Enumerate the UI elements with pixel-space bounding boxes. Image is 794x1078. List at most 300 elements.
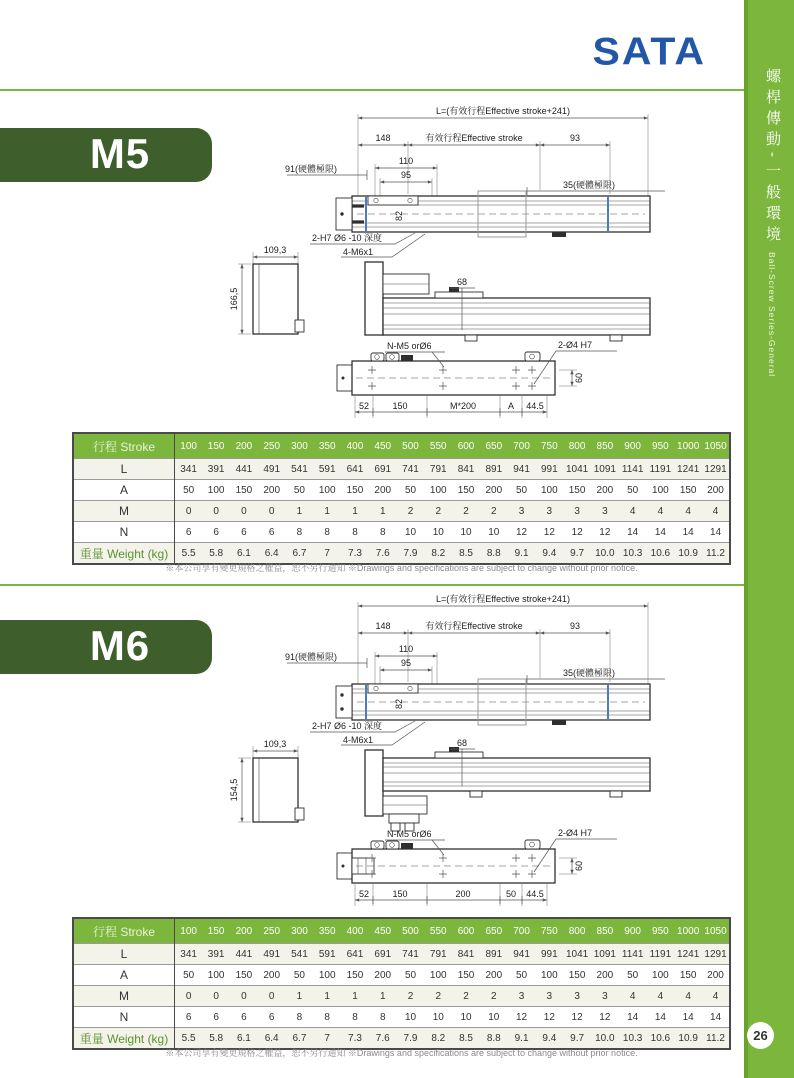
dim-label: 110	[398, 644, 414, 654]
spec-value: 150	[230, 480, 258, 501]
spec-value: 14	[702, 1007, 730, 1028]
spec-value: 1	[313, 501, 341, 522]
spec-value: 4	[702, 986, 730, 1007]
spec-value: 1241	[674, 459, 702, 480]
dim-label: 50	[505, 889, 517, 899]
spec-value: 1	[341, 501, 369, 522]
spec-value: 200	[591, 480, 619, 501]
stroke-column-header: 200	[230, 433, 258, 459]
spec-value: 591	[313, 459, 341, 480]
dim-label: 95	[400, 658, 412, 668]
spec-value: 3	[591, 501, 619, 522]
sidebar-accent-strip	[744, 0, 748, 1078]
spec-value: 200	[258, 965, 286, 986]
spec-value: 691	[369, 944, 397, 965]
hole-note: 2-H7 Ø6 -10 深度	[312, 233, 383, 243]
table-row	[73, 986, 730, 1007]
spec-value: 14	[619, 1007, 647, 1028]
spec-value: 3	[508, 986, 536, 1007]
row-label: M	[73, 501, 175, 522]
spec-value: 150	[452, 965, 480, 986]
spec-value: 8	[286, 1007, 314, 1028]
spec-value: 11.2	[702, 543, 730, 565]
m5-dimension-drawing	[225, 98, 740, 432]
spec-value: 491	[258, 459, 286, 480]
m6-end-view	[229, 739, 304, 822]
spec-value: 0	[230, 986, 258, 1007]
spec-value: 6	[202, 1007, 230, 1028]
dim-label: 110	[398, 156, 414, 166]
spec-value: 150	[341, 965, 369, 986]
spec-value: 1	[341, 986, 369, 1007]
spec-value: 10	[480, 522, 508, 543]
dim-label: M*200	[449, 401, 477, 411]
spec-value: 0	[258, 986, 286, 1007]
spec-value: 100	[535, 965, 563, 986]
spec-value: 4	[647, 986, 675, 1007]
spec-value: 50	[508, 480, 536, 501]
spec-value: 9.7	[563, 1028, 591, 1050]
stroke-column-header: 850	[591, 918, 619, 944]
spec-value: 10.3	[619, 1028, 647, 1050]
screw-note: N-M5 orØ6	[387, 341, 432, 351]
dim-label: 166,5	[229, 287, 239, 311]
spec-value: 50	[397, 965, 425, 986]
spec-value: 2	[397, 986, 425, 1007]
spec-value: 11.2	[702, 1028, 730, 1050]
spec-value: 2	[480, 986, 508, 1007]
m6-dimension-drawing	[225, 586, 740, 920]
spec-value: 441	[230, 944, 258, 965]
spec-value: 12	[535, 1007, 563, 1028]
spec-value: 8.2	[424, 543, 452, 565]
spec-value: 12	[508, 522, 536, 543]
stroke-column-header: 1050	[702, 918, 730, 944]
spec-value: 50	[619, 480, 647, 501]
spec-value: 991	[535, 944, 563, 965]
m5-end-view	[229, 245, 304, 334]
stroke-column-header: 650	[480, 433, 508, 459]
spec-value: 100	[313, 480, 341, 501]
stroke-column-header: 100	[175, 433, 203, 459]
spec-value: 991	[535, 459, 563, 480]
stroke-column-header: 850	[591, 433, 619, 459]
dim-label: 200	[455, 889, 471, 899]
spec-value: 3	[563, 986, 591, 1007]
spec-value: 150	[563, 965, 591, 986]
spec-value: 10.0	[591, 543, 619, 565]
spec-value: 1	[313, 986, 341, 1007]
m6-spec-table	[72, 917, 731, 1050]
spec-value: 741	[397, 944, 425, 965]
spec-value: 391	[202, 459, 230, 480]
disclaimer-m5: ※本公司享有變更規格之權益，恕不另行通知 ※Drawings and specifications are subject to change without prior notice.	[165, 563, 638, 573]
m5-side-view	[365, 262, 650, 341]
spec-value: 4	[674, 986, 702, 1007]
row-label: 重量 Weight (kg)	[73, 1028, 175, 1050]
spec-value: 10	[424, 522, 452, 543]
sidebar	[744, 0, 794, 1078]
spec-value: 1	[286, 986, 314, 1007]
spec-value: 2	[397, 501, 425, 522]
m5-top-view	[285, 105, 665, 257]
spec-value: 1291	[702, 459, 730, 480]
spec-value: 441	[230, 459, 258, 480]
stroke-column-header: 250	[258, 433, 286, 459]
spec-value: 941	[508, 944, 536, 965]
spec-value: 8	[313, 522, 341, 543]
spec-value: 10.9	[674, 543, 702, 565]
dim-label: 有效行程Effective stroke	[425, 133, 523, 143]
spec-value: 5.8	[202, 543, 230, 565]
spec-value: 7.6	[369, 543, 397, 565]
table-row	[73, 1007, 730, 1028]
table-row	[73, 522, 730, 543]
page-number-badge: 26	[747, 1022, 774, 1049]
spec-value: 6.4	[258, 543, 286, 565]
spec-value: 14	[674, 1007, 702, 1028]
spec-value: 1191	[647, 944, 675, 965]
spec-value: 50	[286, 480, 314, 501]
spec-value: 1	[369, 986, 397, 1007]
spec-value: 100	[313, 965, 341, 986]
spec-value: 200	[591, 965, 619, 986]
dim-label: L=(有效行程Effective stroke+241)	[436, 106, 570, 116]
spec-value: 50	[508, 965, 536, 986]
spec-value: 3	[535, 501, 563, 522]
spec-value: 4	[619, 986, 647, 1007]
spec-value: 1	[286, 501, 314, 522]
spec-value: 100	[535, 480, 563, 501]
stroke-column-header: 800	[563, 918, 591, 944]
spec-value: 641	[341, 944, 369, 965]
stroke-column-header: 600	[452, 918, 480, 944]
spec-value: 741	[397, 459, 425, 480]
spec-value: 0	[175, 501, 203, 522]
stroke-column-header: 100	[175, 918, 203, 944]
spec-value: 9.7	[563, 543, 591, 565]
spec-value: 6	[175, 522, 203, 543]
spec-value: 12	[591, 522, 619, 543]
spec-value: 150	[674, 965, 702, 986]
spec-value: 791	[424, 944, 452, 965]
dim-label: 有效行程Effective stroke	[425, 621, 523, 631]
spec-value: 391	[202, 944, 230, 965]
spec-value: 6.7	[286, 543, 314, 565]
sidebar-title-en: Ball-Screw Series-General	[767, 252, 777, 378]
thread-note: 4-M6x1	[343, 735, 374, 745]
screw-note: N-M5 orØ6	[387, 829, 432, 839]
spec-value: 150	[674, 480, 702, 501]
row-label: L	[73, 459, 175, 480]
spec-value: 9.1	[508, 1028, 536, 1050]
spec-value: 7.6	[369, 1028, 397, 1050]
dim-label: A	[507, 401, 515, 411]
stroke-header: 行程 Stroke	[73, 433, 175, 459]
stroke-column-header: 650	[480, 918, 508, 944]
dim-label: 35(硬體極限)	[563, 668, 616, 678]
spec-value: 0	[258, 501, 286, 522]
spec-value: 100	[424, 480, 452, 501]
spec-value: 7.3	[341, 1028, 369, 1050]
stroke-column-header: 800	[563, 433, 591, 459]
spec-value: 8	[369, 1007, 397, 1028]
dim-label: 148	[375, 621, 391, 631]
spec-value: 50	[619, 965, 647, 986]
spec-value: 2	[480, 501, 508, 522]
spec-value: 3	[508, 501, 536, 522]
spec-value: 12	[563, 1007, 591, 1028]
stroke-column-header: 300	[286, 433, 314, 459]
spec-value: 5.5	[175, 1028, 203, 1050]
stroke-column-header: 550	[424, 433, 452, 459]
m5-bottom-view	[337, 340, 617, 418]
stroke-column-header: 150	[202, 918, 230, 944]
spec-value: 1041	[563, 944, 591, 965]
spec-value: 541	[286, 944, 314, 965]
spec-value: 150	[230, 965, 258, 986]
spec-value: 0	[175, 986, 203, 1007]
row-label: N	[73, 522, 175, 543]
spec-value: 7.9	[397, 543, 425, 565]
spec-value: 891	[480, 459, 508, 480]
stroke-column-header: 150	[202, 433, 230, 459]
spec-value: 5.8	[202, 1028, 230, 1050]
table-row	[73, 944, 730, 965]
stroke-column-header: 700	[508, 918, 536, 944]
stroke-column-header: 400	[341, 433, 369, 459]
spec-value: 150	[341, 480, 369, 501]
spec-value: 791	[424, 459, 452, 480]
spec-value: 14	[647, 522, 675, 543]
spec-value: 9.4	[535, 543, 563, 565]
spec-value: 6.1	[230, 1028, 258, 1050]
dim-label: 82	[394, 210, 404, 222]
spec-value: 4	[702, 501, 730, 522]
stroke-column-header: 700	[508, 433, 536, 459]
spec-value: 1141	[619, 459, 647, 480]
m6-bottom-view	[337, 828, 617, 906]
spec-value: 1041	[563, 459, 591, 480]
dim-label: 60	[574, 860, 584, 872]
stroke-header: 行程 Stroke	[73, 918, 175, 944]
dim-label: 82	[394, 698, 404, 710]
hole-note: 2-H7 Ø6 -10 深度	[312, 721, 383, 731]
dim-label: 35(硬體極限)	[563, 180, 616, 190]
spec-value: 12	[591, 1007, 619, 1028]
stroke-column-header: 950	[647, 433, 675, 459]
spec-value: 1191	[647, 459, 675, 480]
spec-value: 200	[369, 965, 397, 986]
stroke-column-header: 400	[341, 918, 369, 944]
table-row	[73, 965, 730, 986]
spec-value: 100	[647, 965, 675, 986]
spec-value: 541	[286, 459, 314, 480]
spec-value: 341	[175, 944, 203, 965]
spec-value: 8	[286, 522, 314, 543]
dim-label: 91(硬體極限)	[284, 652, 337, 662]
dim-label: 52	[358, 401, 370, 411]
spec-value: 200	[258, 480, 286, 501]
m6-top-view	[285, 593, 665, 745]
spec-value: 200	[480, 965, 508, 986]
spec-value: 3	[591, 986, 619, 1007]
stroke-column-header: 300	[286, 918, 314, 944]
stroke-column-header: 950	[647, 918, 675, 944]
spec-value: 8	[369, 522, 397, 543]
spec-value: 200	[702, 965, 730, 986]
spec-value: 341	[175, 459, 203, 480]
spec-value: 6	[202, 522, 230, 543]
spec-value: 8.8	[480, 1028, 508, 1050]
table-row	[73, 501, 730, 522]
spec-value: 10	[452, 1007, 480, 1028]
spec-value: 7	[313, 543, 341, 565]
thread-note: 4-M6x1	[343, 247, 374, 257]
spec-value: 200	[369, 480, 397, 501]
row-label: L	[73, 944, 175, 965]
spec-value: 6	[258, 522, 286, 543]
stroke-column-header: 900	[619, 918, 647, 944]
spec-value: 10.6	[647, 1028, 675, 1050]
dim-label: 150	[392, 889, 408, 899]
stroke-column-header: 350	[313, 433, 341, 459]
spec-value: 200	[702, 480, 730, 501]
spec-value: 14	[674, 522, 702, 543]
spec-value: 8	[341, 1007, 369, 1028]
stroke-column-header: 750	[535, 433, 563, 459]
dim-label: 91(硬體極限)	[284, 164, 337, 174]
spec-value: 10	[480, 1007, 508, 1028]
dim-label: 109,3	[263, 245, 287, 255]
spec-value: 6	[230, 522, 258, 543]
m5-spec-table	[72, 432, 731, 565]
spec-value: 150	[452, 480, 480, 501]
spec-value: 10	[424, 1007, 452, 1028]
stroke-column-header: 1050	[702, 433, 730, 459]
spec-value: 10	[452, 522, 480, 543]
stroke-column-header: 550	[424, 918, 452, 944]
dim-label: 150	[392, 401, 408, 411]
row-label: N	[73, 1007, 175, 1028]
stroke-column-header: 450	[369, 918, 397, 944]
spec-value: 841	[452, 459, 480, 480]
spec-value: 200	[480, 480, 508, 501]
spec-value: 7	[313, 1028, 341, 1050]
spec-value: 6.7	[286, 1028, 314, 1050]
stroke-column-header: 500	[397, 918, 425, 944]
sata-logo: SATA	[592, 28, 706, 74]
spec-value: 1091	[591, 944, 619, 965]
spec-value: 50	[397, 480, 425, 501]
spec-value: 941	[508, 459, 536, 480]
dim-label: 154,5	[229, 778, 239, 802]
table-row	[73, 480, 730, 501]
stroke-column-header: 500	[397, 433, 425, 459]
spec-value: 10	[397, 522, 425, 543]
spec-value: 12	[563, 522, 591, 543]
spec-value: 8.8	[480, 543, 508, 565]
spec-value: 3	[535, 986, 563, 1007]
spec-value: 50	[175, 965, 203, 986]
spec-value: 8	[341, 522, 369, 543]
spec-value: 6	[230, 1007, 258, 1028]
spec-value: 8.5	[452, 1028, 480, 1050]
pin-note: 2-Ø4 H7	[558, 828, 593, 838]
stroke-column-header: 350	[313, 918, 341, 944]
spec-value: 10.6	[647, 543, 675, 565]
dim-label: 44.5	[526, 889, 544, 899]
spec-value: 491	[258, 944, 286, 965]
spec-value: 9.4	[535, 1028, 563, 1050]
dim-label: 109,3	[263, 739, 287, 749]
spec-value: 10.9	[674, 1028, 702, 1050]
row-label: 重量 Weight (kg)	[73, 543, 175, 565]
spec-value: 7.3	[341, 543, 369, 565]
spec-value: 9.1	[508, 543, 536, 565]
stroke-column-header: 250	[258, 918, 286, 944]
spec-value: 0	[230, 501, 258, 522]
spec-value: 1241	[674, 944, 702, 965]
stroke-column-header: 1000	[674, 433, 702, 459]
spec-value: 1	[369, 501, 397, 522]
dim-label: 44.5	[526, 401, 544, 411]
stroke-column-header: 200	[230, 918, 258, 944]
spec-value: 0	[202, 501, 230, 522]
pin-note: 2-Ø4 H7	[558, 340, 593, 350]
dim-label: 52	[358, 889, 370, 899]
dim-label: 60	[574, 372, 584, 384]
spec-value: 6	[175, 1007, 203, 1028]
stroke-column-header: 1000	[674, 918, 702, 944]
dim-label: L=(有效行程Effective stroke+241)	[436, 594, 570, 604]
spec-value: 841	[452, 944, 480, 965]
disclaimer-m6: ※本公司享有變更規格之權益，恕不另行通知 ※Drawings and specifications are subject to change without prior notice.	[165, 1048, 638, 1058]
spec-value: 100	[647, 480, 675, 501]
row-label: M	[73, 986, 175, 1007]
spec-value: 1291	[702, 944, 730, 965]
dim-label: 148	[375, 133, 391, 143]
spec-value: 8	[313, 1007, 341, 1028]
spec-value: 100	[424, 965, 452, 986]
spec-value: 150	[563, 480, 591, 501]
dim-label: 93	[569, 133, 581, 143]
spec-value: 50	[286, 965, 314, 986]
dim-label: 93	[569, 621, 581, 631]
spec-value: 4	[619, 501, 647, 522]
model-badge-m6: M6	[0, 620, 212, 674]
spec-value: 12	[535, 522, 563, 543]
spec-value: 1141	[619, 944, 647, 965]
spec-value: 8.2	[424, 1028, 452, 1050]
spec-value: 10.3	[619, 543, 647, 565]
dim-label: 95	[400, 170, 412, 180]
spec-value: 14	[702, 522, 730, 543]
dim-label: 68	[456, 738, 468, 748]
spec-value: 50	[175, 480, 203, 501]
spec-value: 2	[452, 986, 480, 1007]
spec-value: 0	[202, 986, 230, 1007]
spec-value: 10.0	[591, 1028, 619, 1050]
stroke-column-header: 600	[452, 433, 480, 459]
spec-value: 7.9	[397, 1028, 425, 1050]
spec-value: 4	[647, 501, 675, 522]
spec-value: 100	[202, 965, 230, 986]
spec-value: 2	[452, 501, 480, 522]
row-label: A	[73, 965, 175, 986]
spec-value: 14	[619, 522, 647, 543]
spec-value: 591	[313, 944, 341, 965]
